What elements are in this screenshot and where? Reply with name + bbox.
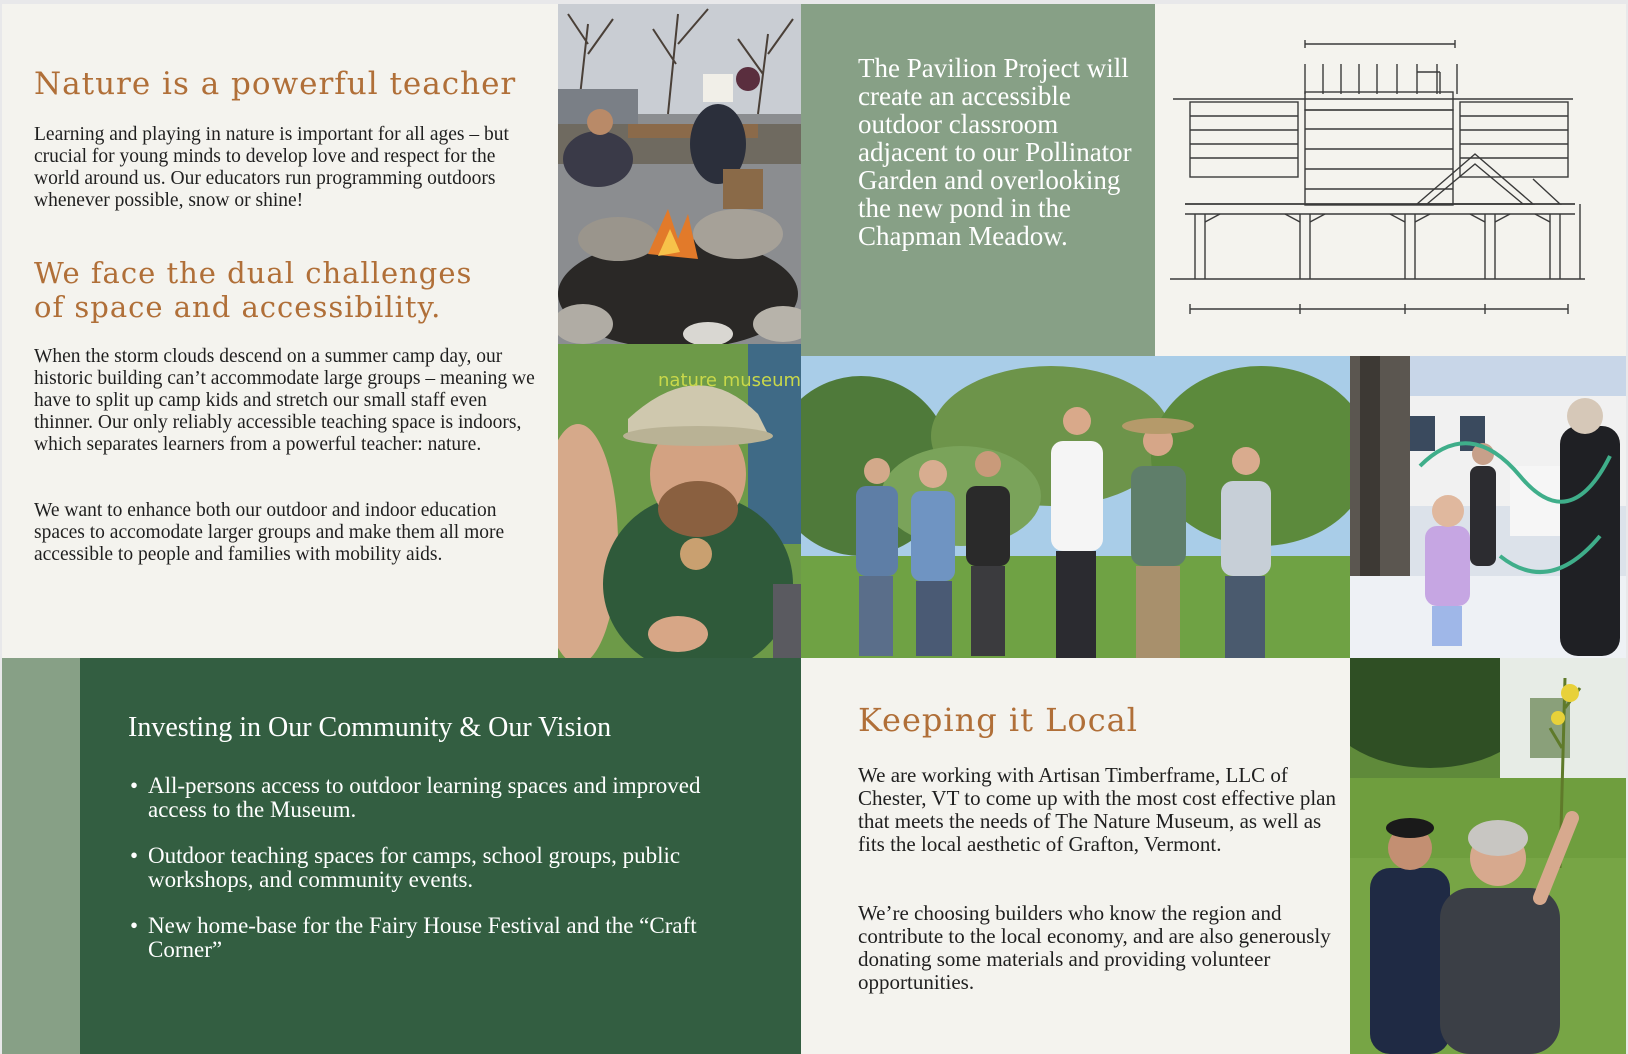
hat-logo-text: nature museum	[658, 370, 801, 391]
vision-item-teaching-spaces: • Outdoor teaching spaces for camps, school groups, public workshops, and community events.	[110, 844, 750, 892]
local-panel	[801, 658, 1350, 1054]
vision-panel	[80, 658, 801, 1054]
intro-paragraph-3: We want to enhance both our outdoor and indoor education spaces to accomodate larger groups and make them all more accessible to people and families with mobility aids.	[34, 500, 505, 565]
local-heading: Keeping it Local	[858, 701, 1138, 739]
vision-heading: Investing in Our Community & Our Vision	[128, 712, 612, 743]
pavilion-panel	[801, 4, 1155, 356]
intro-paragraph-2: When the storm clouds descend on a summer camp day, our historic building can’t accommodate large groups – meaning we have to split up camp kids and stretch our small staff even thinner. Our only reliably accessible teaching space is indoors, which separates learners from a powerful teacher: nature.	[34, 346, 535, 455]
heading-nature-teacher: Nature is a powerful teacher	[34, 66, 517, 102]
snow-activity-photo	[1350, 356, 1626, 658]
pavilion-blueprint	[1155, 4, 1626, 356]
local-paragraph-2: We’re choosing builders who know the region and contribute to the local economy, and are also generously donating some materials and providing volunteer opportunities.	[858, 901, 1331, 994]
vision-sage-strip	[2, 658, 80, 1054]
pavilion-text: The Pavilion Project will create an accessible outdoor classroom adjacent to our Pollinator Garden and overlooking the new pond in the Chapman Meadow.	[858, 53, 1132, 251]
meadow-photo	[1350, 658, 1626, 1054]
local-paragraph-1: We are working with Artisan Timberframe, LLC of Chester, VT to come up with the most cost effective plan that meets the needs of The Nature Museum, as well as fits the local aesthetic of Grafton, Vermont.	[858, 763, 1336, 856]
campfire-photo	[558, 4, 801, 344]
educator-photo	[558, 344, 801, 658]
intro-panel	[2, 4, 558, 658]
intro-paragraph-1: Learning and playing in nature is important for all ages – but crucial for young minds to develop love and respect for the world around us. Our educators run programming outdoors whenever possible, snow or shine!	[34, 124, 509, 211]
vision-item-home-base: • New home-base for the Fairy House Festival and the “Craft Corner”	[110, 914, 750, 962]
vision-item-access: • All-persons access to outdoor learning spaces and improved access to the Museum.	[110, 774, 750, 822]
vision-list	[110, 774, 750, 984]
heading-dual-challenges: We face the dual challenges of space and accessibility.	[34, 256, 473, 324]
volunteers-photo	[801, 356, 1350, 658]
